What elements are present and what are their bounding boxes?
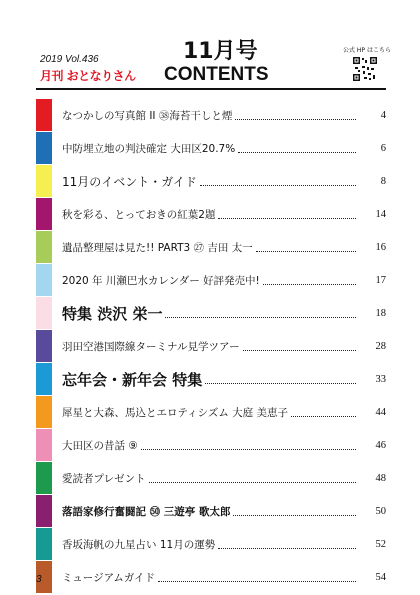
homepage-label: 公式 HP はこちら	[343, 47, 391, 54]
toc-page-number: 14	[375, 208, 386, 220]
toc-page-number: 54	[375, 571, 386, 583]
toc-title-row	[62, 495, 356, 527]
issue-number: 2019 Vol.436	[40, 54, 99, 65]
page-title: CONTENTS	[164, 64, 269, 85]
toc-title-row	[62, 132, 356, 164]
header-rule	[36, 88, 386, 90]
toc-title-row	[62, 99, 356, 131]
toc-page-number: 52	[375, 538, 386, 550]
toc-title-row	[62, 297, 356, 329]
color-tab	[36, 363, 52, 395]
toc-entry[interactable]	[36, 363, 386, 396]
toc-title: 特集 渋沢 栄一	[62, 304, 163, 323]
toc-page-number: 8	[380, 175, 386, 187]
toc-title: 2020 年 川瀬巴水カレンダー 好評発売中!	[62, 274, 260, 287]
dot-leader	[158, 580, 356, 582]
toc-entry[interactable]	[36, 462, 386, 495]
toc-title-row	[62, 429, 356, 461]
dot-leader	[218, 217, 356, 219]
toc-title-row	[62, 561, 356, 593]
color-tab	[36, 429, 52, 461]
toc-title-row	[62, 462, 356, 494]
toc-page-number: 6	[380, 142, 386, 154]
toc-entry[interactable]	[36, 429, 386, 462]
toc-page-number: 50	[375, 505, 386, 517]
color-tab	[36, 231, 52, 263]
toc-title: 11月のイベント・ガイド	[62, 174, 197, 189]
toc-title: 香坂海帆の九星占い 11月の運勢	[62, 538, 216, 551]
toc-entry[interactable]	[36, 528, 386, 561]
masthead	[0, 0, 420, 92]
toc-entry[interactable]	[36, 132, 386, 165]
toc-page-number: 16	[375, 241, 386, 253]
toc-title-row	[62, 528, 356, 560]
toc-title-row	[62, 264, 356, 296]
toc-title-row	[62, 165, 356, 197]
toc-page-number: 18	[375, 307, 386, 319]
toc-title-row	[62, 198, 356, 230]
toc-title: 中防埋立地の判決確定 大田区20.7%	[62, 142, 236, 155]
page-number: 3	[36, 574, 42, 585]
dot-leader	[256, 250, 356, 252]
dot-leader	[205, 382, 356, 384]
color-tab	[36, 528, 52, 560]
toc-title: 大田区の昔話 ⑨	[62, 439, 138, 452]
color-tab	[36, 297, 52, 329]
color-tab	[36, 495, 52, 527]
toc-entry[interactable]	[36, 198, 386, 231]
dot-leader	[243, 349, 356, 351]
magazine-brand: 月刊 おとなりさん	[40, 69, 136, 83]
color-tab	[36, 264, 52, 296]
toc-title: 忘年会・新年会 特集	[62, 370, 203, 389]
color-tab	[36, 330, 52, 362]
color-tab	[36, 99, 52, 131]
toc-page-number: 28	[375, 340, 386, 352]
toc-page-number: 48	[375, 472, 386, 484]
toc-entry[interactable]	[36, 561, 386, 594]
toc-title: 秋を彩る、とっておきの紅葉2題	[62, 208, 216, 221]
toc-entry[interactable]	[36, 165, 386, 198]
dot-leader	[141, 448, 356, 450]
dot-leader	[200, 184, 356, 186]
toc-title-row	[62, 330, 356, 362]
toc-entry[interactable]	[36, 231, 386, 264]
color-tab	[36, 396, 52, 428]
toc-page-number: 46	[375, 439, 386, 451]
toc-title: 遺品整理屋は見た!! PART3 ㉗ 吉田 太一	[62, 241, 253, 254]
toc-title-row	[62, 363, 356, 395]
toc-entry[interactable]	[36, 330, 386, 363]
dot-leader	[235, 118, 356, 120]
toc-entry[interactable]	[36, 99, 386, 132]
dot-leader	[218, 547, 356, 549]
toc-page-number: 44	[375, 406, 386, 418]
toc-title: なつかしの写真館 II ㊳海苔干しと煙	[62, 109, 233, 122]
color-tab	[36, 132, 52, 164]
qr-code-icon[interactable]	[352, 56, 378, 82]
dot-leader	[238, 151, 356, 153]
toc-title: 犀星と大森、馬込とエロティシズム 大庭 美恵子	[62, 406, 289, 419]
toc-title-row	[62, 231, 356, 263]
toc-title-row	[62, 396, 356, 428]
toc-entry[interactable]	[36, 396, 386, 429]
toc-entry[interactable]	[36, 297, 386, 330]
color-tab	[36, 198, 52, 230]
toc-entry[interactable]	[36, 495, 386, 528]
toc-page-number: 17	[375, 274, 386, 286]
toc-page-number: 4	[380, 109, 386, 121]
dot-leader	[149, 481, 356, 483]
dot-leader	[263, 283, 356, 285]
toc-page-number: 33	[375, 373, 386, 385]
toc-title: 愛読者プレゼント	[62, 472, 146, 485]
toc-entry[interactable]	[36, 264, 386, 297]
table-of-contents	[36, 99, 386, 594]
color-tab	[36, 462, 52, 494]
issue-month: 11月号	[183, 39, 258, 64]
dot-leader	[165, 316, 356, 318]
toc-title: 落語家修行奮闘記 ㊿ 三遊亭 歌太郎	[62, 505, 231, 518]
toc-title: 羽田空港国際線ターミナル見学ツアー	[62, 340, 240, 353]
color-tab	[36, 165, 52, 197]
dot-leader	[233, 514, 356, 516]
toc-title: ミュージアムガイド	[62, 571, 156, 584]
dot-leader	[291, 415, 356, 417]
